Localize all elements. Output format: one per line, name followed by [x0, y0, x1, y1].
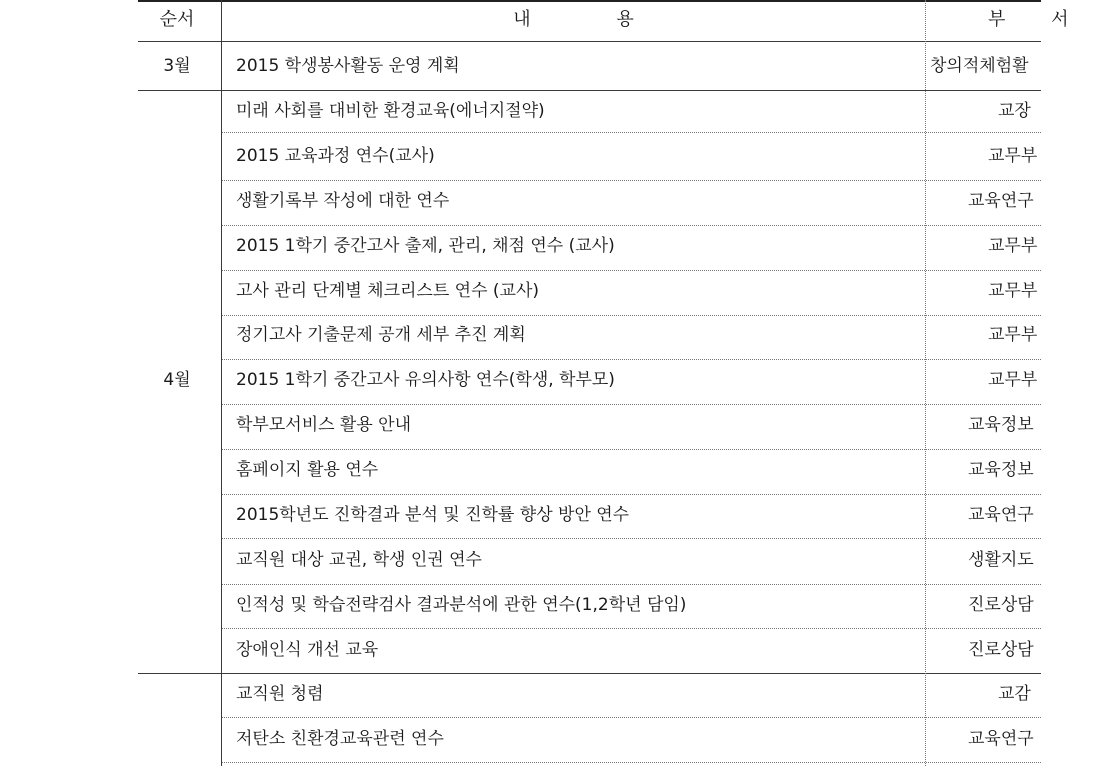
row-divider [222, 449, 1041, 450]
header-content: 내 용 [513, 9, 674, 30]
row-divider [222, 180, 1041, 181]
row-dept: 생활지도 [968, 550, 1034, 570]
header-dept: 부 서 [988, 9, 1089, 30]
row-content: 학부모서비스 활용 안내 [236, 415, 412, 435]
row-content: 정기고사 기출문제 공개 세부 추진 계획 [236, 325, 526, 345]
row-content: 2015 1학기 중간고사 출제, 관리, 채점 연수 (교사) [236, 236, 615, 256]
row-divider [222, 270, 1041, 271]
row-divider [222, 359, 1041, 360]
month-label: 4월 [163, 370, 191, 390]
row-content: 교직원 대상 교권, 학생 인권 연수 [236, 550, 482, 570]
row-dept: 진로상담 [968, 595, 1034, 615]
row-dept: 진로상담 [968, 640, 1034, 660]
row-content: 미래 사회를 대비한 환경교육(에너지절약) [236, 101, 545, 121]
row-content: 2015 교육과정 연수(교사) [236, 146, 435, 166]
row-dept: 교무부 [988, 281, 1038, 301]
row-dept: 창의적체험활 [930, 56, 1029, 76]
row-dept: 교무부 [988, 370, 1038, 390]
row-divider [222, 538, 1041, 539]
row-content: 생활기록부 작성에 대한 연수 [236, 191, 450, 211]
row-dept: 교육연구 [968, 505, 1034, 525]
row-divider-march [138, 90, 1041, 91]
row-content: 장애인식 개선 교육 [236, 640, 379, 660]
row-dept: 교육연구 [968, 191, 1034, 211]
row-content: 저탄소 친환경교육관련 연수 [236, 729, 444, 749]
row-divider [222, 584, 1041, 585]
row-divider [222, 494, 1041, 495]
row-divider [222, 225, 1041, 226]
row-content: 2015학년도 진학결과 분석 및 진학률 향상 방안 연수 [236, 505, 630, 525]
row-content: 홈페이지 활용 연수 [236, 460, 379, 480]
row-divider [222, 717, 1041, 718]
row-divider [222, 132, 1041, 133]
row-dept: 교육연구 [968, 729, 1034, 749]
row-dept: 교장 [998, 101, 1031, 121]
header-bottom-border [138, 41, 1041, 42]
table-top-border [138, 0, 1041, 2]
row-content: 교직원 청렴 [236, 684, 324, 704]
row-dept: 교무부 [988, 236, 1038, 256]
row-content: 고사 관리 단계별 체크리스트 연수 (교사) [236, 281, 540, 301]
column-divider-order [221, 0, 222, 766]
row-content: 2015 학생봉사활동 운영 계획 [236, 56, 460, 76]
row-dept: 교감 [998, 684, 1031, 704]
row-dept: 교육정보 [968, 415, 1034, 435]
row-dept: 교무부 [988, 325, 1038, 345]
column-divider-dept [925, 0, 926, 766]
header-order: 순서 [159, 9, 195, 30]
row-dept: 교무부 [988, 146, 1038, 166]
row-content: 2015 1학기 중간고사 유의사항 연수(학생, 학부모) [236, 370, 615, 390]
row-divider [222, 628, 1041, 629]
row-divider [222, 762, 1041, 763]
row-divider [222, 404, 1041, 405]
row-divider-april-end [138, 673, 1041, 674]
row-dept: 교육정보 [968, 460, 1034, 480]
month-label: 3월 [163, 56, 191, 76]
row-content: 인적성 및 학습전략검사 결과분석에 관한 연수(1,2학년 담임) [236, 595, 687, 615]
row-divider [222, 315, 1041, 316]
